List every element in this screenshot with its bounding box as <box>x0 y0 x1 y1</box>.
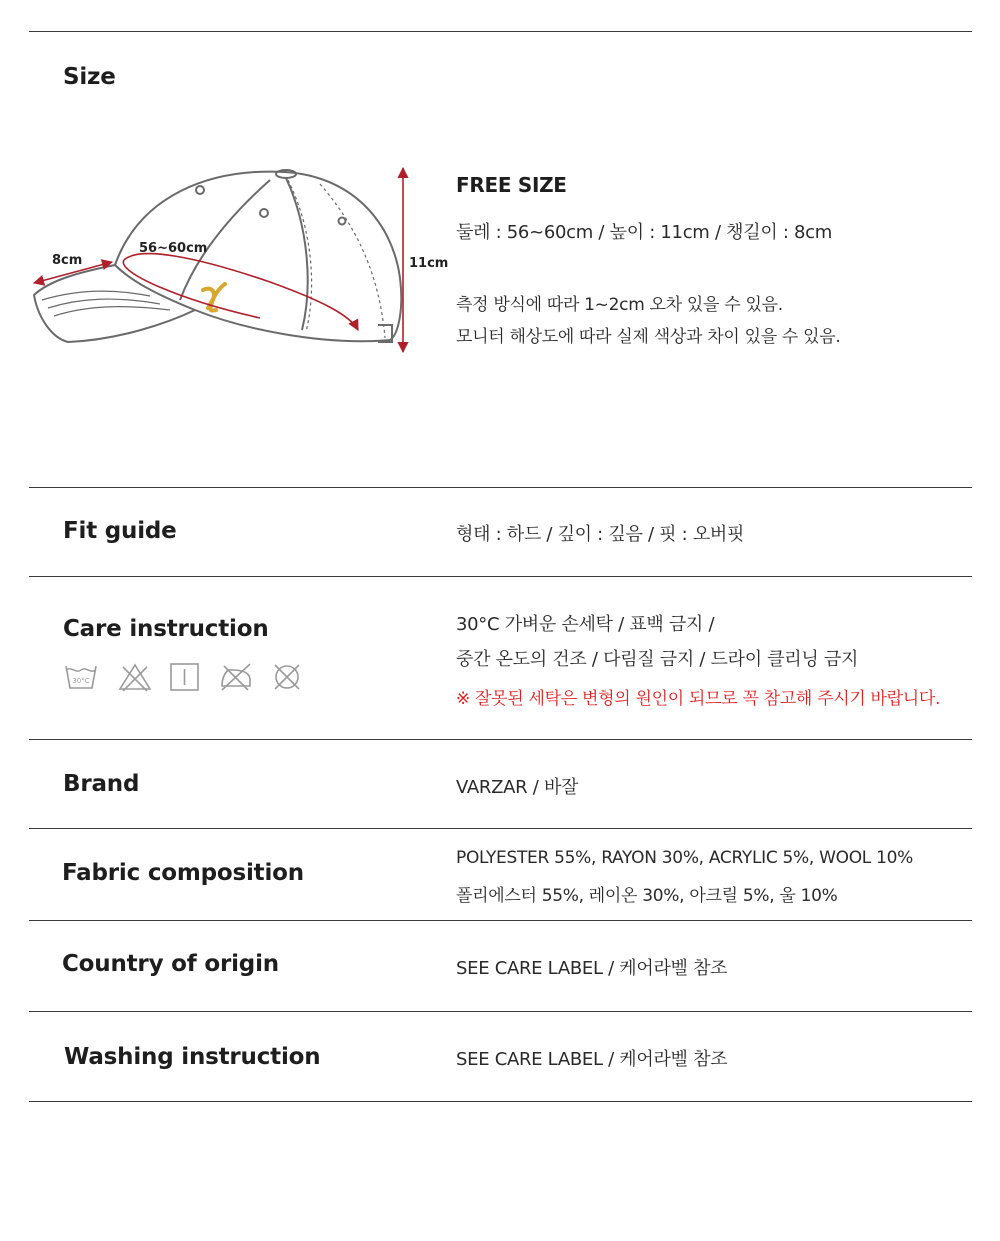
height-label: 11cm <box>409 256 449 271</box>
hand-wash-30-icon <box>64 662 98 692</box>
no-bleach-icon <box>118 662 152 692</box>
size-note-measurement: 측정 방식에 따라 1~2cm 오차 있을 수 있음. <box>456 295 783 315</box>
divider-washing <box>29 1011 972 1012</box>
fabric-line-ko: 폴리에스터 55%, 레이온 30%, 아크릴 5%, 울 10% <box>456 886 838 906</box>
fit-guide-value: 형태 : 하드 / 깊이 : 깊음 / 핏 : 오버핏 <box>456 524 745 545</box>
origin-value: SEE CARE LABEL / 케어라벨 참조 <box>456 958 728 979</box>
fabric-line-en: POLYESTER 55%, RAYON 30%, ACRYLIC 5%, WOOL 10% <box>456 848 913 868</box>
tumble-dry-medium-icon <box>168 662 202 692</box>
care-line-2: 중간 온도의 건조 / 다림질 금지 / 드라이 클리닝 금지 <box>456 649 859 670</box>
brim-length-label: 8cm <box>52 253 83 268</box>
circumference-guide <box>124 254 358 330</box>
care-instruction-heading: Care instruction <box>63 616 269 642</box>
cap-illustration <box>34 170 401 342</box>
circumference-label: 56~60cm <box>139 241 208 256</box>
brand-value: VARZAR / 바잘 <box>456 777 579 798</box>
no-iron-icon <box>218 662 254 692</box>
divider-fabric <box>29 828 972 829</box>
care-line-1: 30°C 가벼운 손세탁 / 표백 금지 / <box>456 614 715 635</box>
free-size-title: FREE SIZE <box>456 173 567 197</box>
top-divider <box>29 31 972 32</box>
washing-value: SEE CARE LABEL / 케어라벨 참조 <box>456 1049 728 1070</box>
bottom-divider <box>29 1101 972 1102</box>
fabric-heading: Fabric composition <box>62 860 304 886</box>
divider-care <box>29 576 972 577</box>
divider-brand <box>29 739 972 740</box>
size-note-monitor: 모니터 해상도에 따라 실제 색상과 차이 있을 수 있음. <box>456 327 841 347</box>
wash-temp-label: 30°C <box>72 677 90 685</box>
no-dry-clean-icon <box>270 662 304 692</box>
care-warning: ※ 잘못된 세탁은 변형의 원인이 되므로 꼭 참고해 주시기 바랍니다. <box>456 689 941 709</box>
size-dimensions: 둘레 : 56~60cm / 높이 : 11cm / 챙길이 : 8cm <box>456 222 832 243</box>
brand-heading: Brand <box>63 771 140 797</box>
divider-origin <box>29 920 972 921</box>
size-heading: Size <box>63 64 116 90</box>
cap-size-diagram <box>20 150 480 390</box>
divider-fit <box>29 487 972 488</box>
origin-heading: Country of origin <box>62 951 279 977</box>
washing-heading: Washing instruction <box>64 1044 321 1070</box>
fit-guide-heading: Fit guide <box>63 518 177 544</box>
